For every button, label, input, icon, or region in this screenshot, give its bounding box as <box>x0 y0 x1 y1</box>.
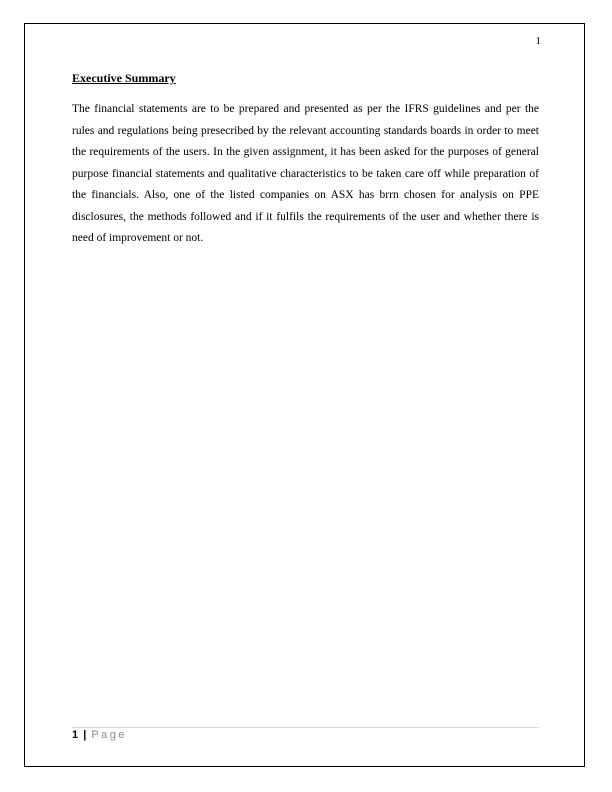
section-heading: Executive Summary <box>72 71 176 85</box>
footer-separator: | <box>83 729 87 741</box>
header-page-number: 1 <box>535 35 541 47</box>
body-paragraph: The financial statements are to be prepared and presented as per the IFRS guidelines and per the rules and regulations being presecribed by the relevant accounting standards boards in order to meet the requirements of the users. In the given assignment, it has been asked for the purposes of general purpose financial statements and qualitative characteristics to be taken care off while preparation of the financials. Also, one of the listed companies on ASX has brrn chosen for analysis on PPE disclosures, the methods followed and if it fulfils the requirements of the user and whether there is need of improvement or not. <box>72 103 539 244</box>
footer-divider <box>72 727 539 728</box>
footer-page-number: 1 <box>72 729 79 741</box>
page-footer <box>72 729 127 741</box>
footer-page-label: Page <box>91 729 128 741</box>
